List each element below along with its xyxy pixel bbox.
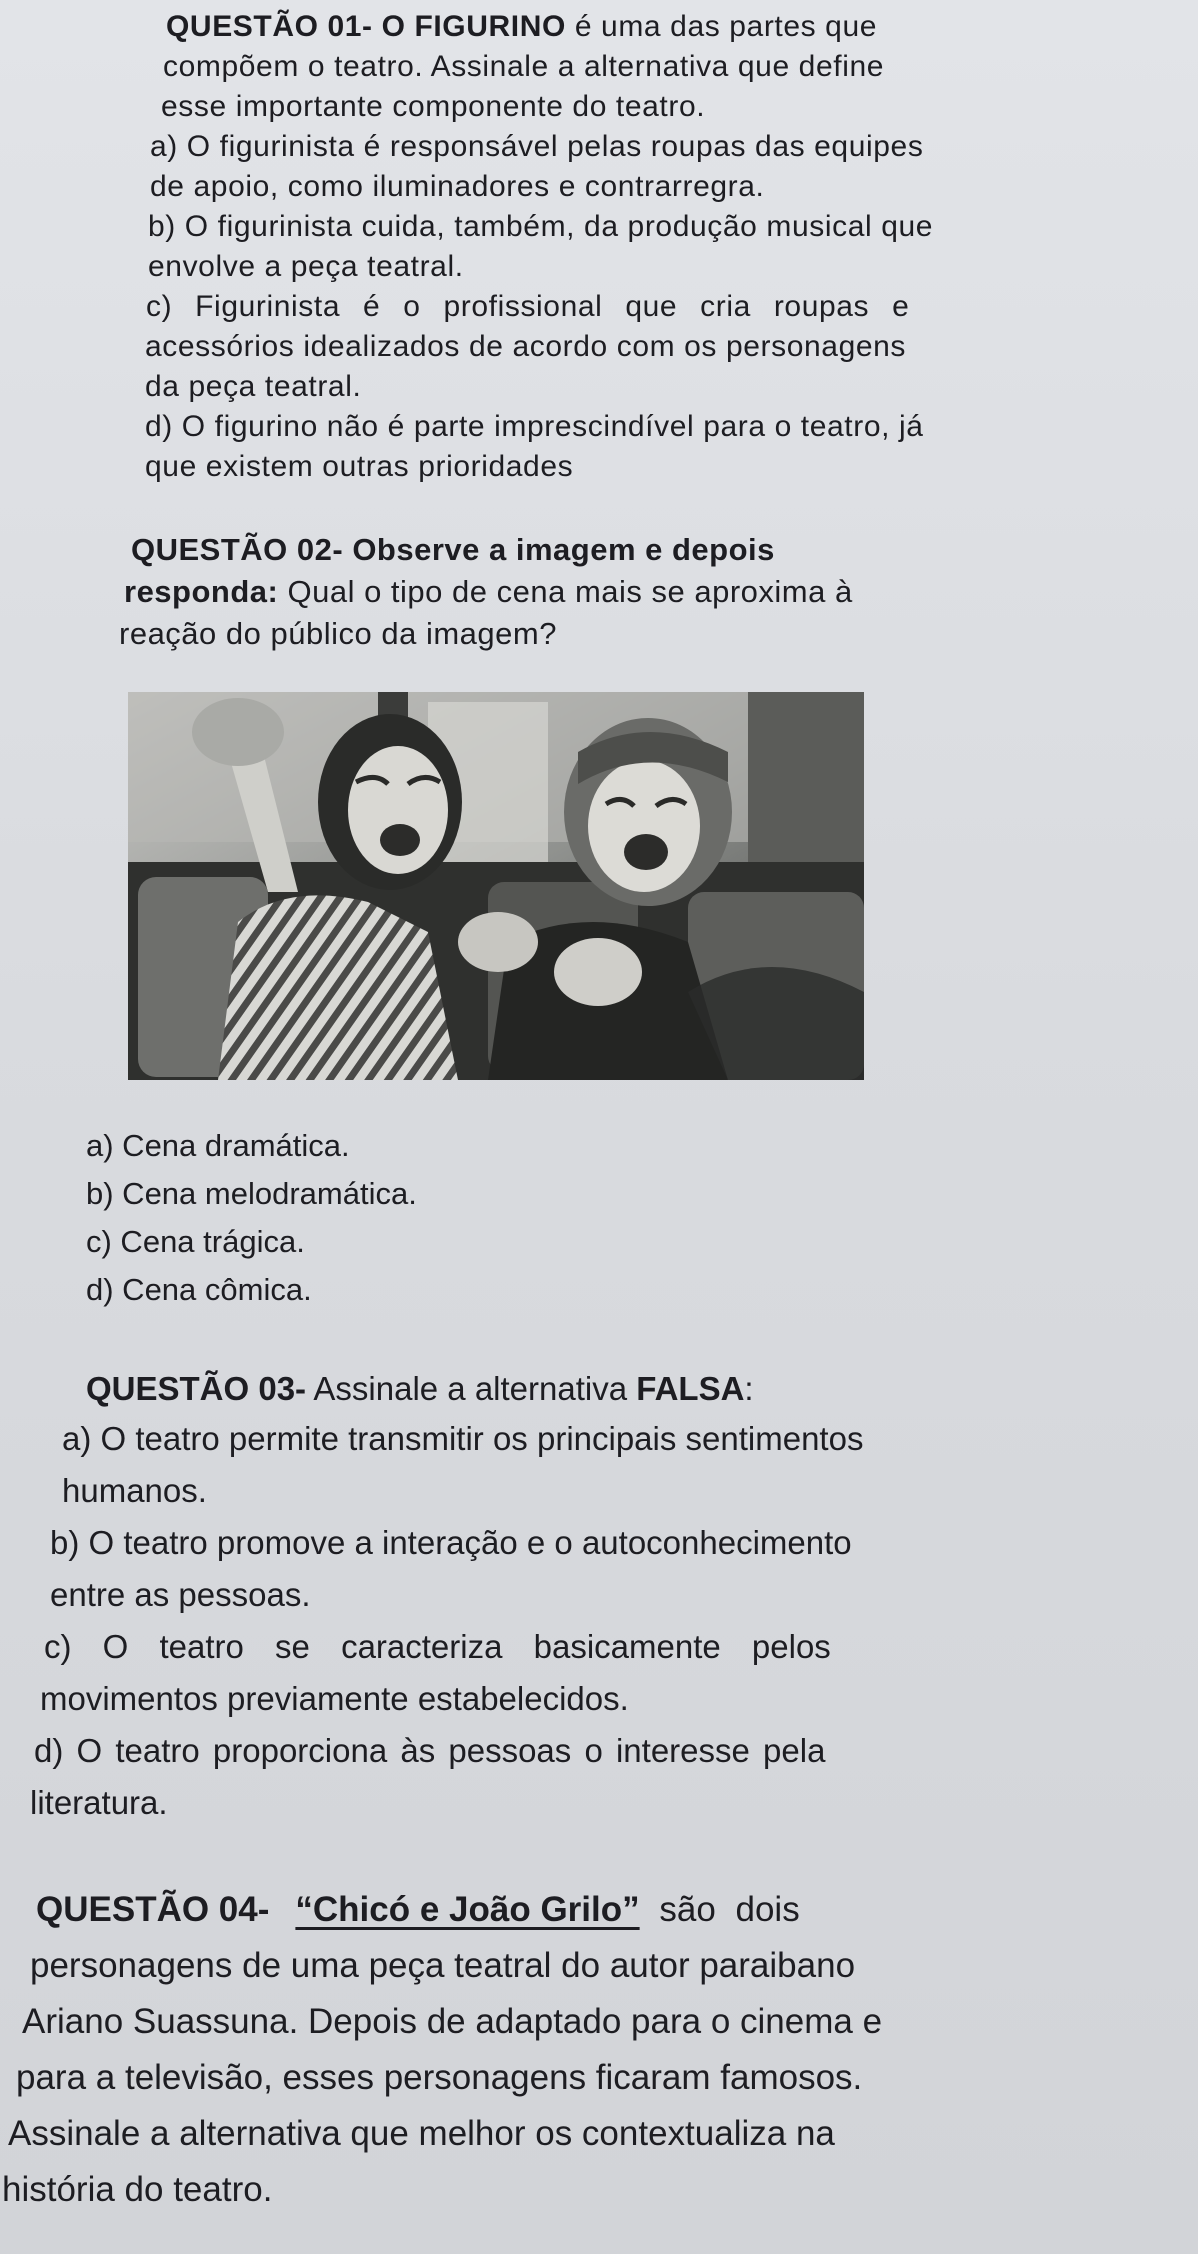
q1-line-3: esse importante componente do teatro. bbox=[161, 90, 706, 123]
q2-heading: QUESTÃO 02- Observe a imagem e depois bbox=[131, 532, 775, 567]
audience-illustration bbox=[128, 692, 864, 1080]
q3-heading-colon: : bbox=[744, 1370, 754, 1407]
q4-line-2: personagens de uma peça teatral do autor paraibano bbox=[30, 1946, 856, 1985]
q4-heading: QUESTÃO 04- bbox=[36, 1890, 270, 1929]
q1-option-c-2: acessórios idealizados de acordo com os personagens bbox=[145, 330, 907, 363]
q2-responda: responda: bbox=[124, 574, 279, 609]
q1-option-d-2: que existem outras prioridades bbox=[145, 450, 574, 483]
q4-title: “Chicó e João Grilo” bbox=[295, 1890, 640, 1929]
q3-heading: QUESTÃO 03- bbox=[86, 1370, 307, 1407]
q3-option-c-1: c) O teatro se caracteriza basicamente pelos bbox=[44, 1628, 831, 1665]
q2-line-2 bbox=[124, 574, 853, 610]
q1-option-d-1: d) O figurino não é parte imprescindível para o teatro, já bbox=[145, 410, 924, 443]
q4-line-4: para a televisão, esses personagens ficaram famosos. bbox=[16, 2058, 863, 2097]
q1-option-a-2: de apoio, como iluminadores e contrarregra. bbox=[150, 170, 765, 203]
q3-option-b-1: b) O teatro promove a interação e o autoconhecimento bbox=[50, 1524, 852, 1561]
q2-option-a: a) Cena dramática. bbox=[86, 1128, 350, 1163]
q2-option-d: d) Cena cômica. bbox=[86, 1272, 312, 1307]
q4-line-1-text: são dois bbox=[639, 1890, 800, 1929]
q1-option-b-1: b) O figurinista cuida, também, da produção musical que bbox=[148, 210, 934, 243]
q3-falsa: FALSA bbox=[636, 1370, 745, 1407]
q1-text: é uma das partes que bbox=[565, 10, 878, 43]
q3-option-a-1: a) O teatro permite transmitir os principais sentimentos bbox=[62, 1420, 864, 1457]
q3-option-a-2: humanos. bbox=[62, 1472, 207, 1509]
q4-line-6: história do teatro. bbox=[2, 2170, 273, 2209]
q4-line-5: Assinale a alternativa que melhor os contextualiza na bbox=[8, 2114, 835, 2153]
q4-line-3: Ariano Suassuna. Depois de adaptado para o cinema e bbox=[22, 2002, 883, 2041]
q1-heading: QUESTÃO 01- O FIGURINO bbox=[166, 10, 566, 43]
q1-line-1 bbox=[166, 10, 877, 44]
q2-option-c: c) Cena trágica. bbox=[86, 1224, 305, 1259]
q1-option-b-2: envolve a peça teatral. bbox=[148, 250, 464, 283]
q4-line-1 bbox=[36, 1890, 800, 1930]
q1-line-2: compõem o teatro. Assinale a alternativa que define bbox=[163, 50, 885, 83]
q3-option-b-2: entre as pessoas. bbox=[50, 1576, 311, 1613]
q3-option-d-2: literatura. bbox=[30, 1784, 168, 1821]
q1-option-a-1: a) O figurinista é responsável pelas roupas das equipes bbox=[150, 130, 924, 163]
q3-heading-line bbox=[86, 1370, 754, 1408]
q1-option-c-3: da peça teatral. bbox=[145, 370, 362, 403]
q2-text: Qual o tipo de cena mais se aproxima à bbox=[278, 574, 853, 609]
q3-heading-text: Assinale a alternativa bbox=[306, 1370, 637, 1407]
q2-option-b: b) Cena melodramática. bbox=[86, 1176, 417, 1211]
q3-option-d-1: d) O teatro proporciona às pessoas o interesse pela bbox=[34, 1732, 826, 1769]
q1-option-c-1: c) Figurinista é o profissional que cria roupas e bbox=[146, 290, 910, 323]
q2-line-3: reação do público da imagem? bbox=[119, 616, 557, 651]
audience-laughing-photo bbox=[128, 692, 864, 1080]
q3-option-c-2: movimentos previamente estabelecidos. bbox=[40, 1680, 629, 1717]
